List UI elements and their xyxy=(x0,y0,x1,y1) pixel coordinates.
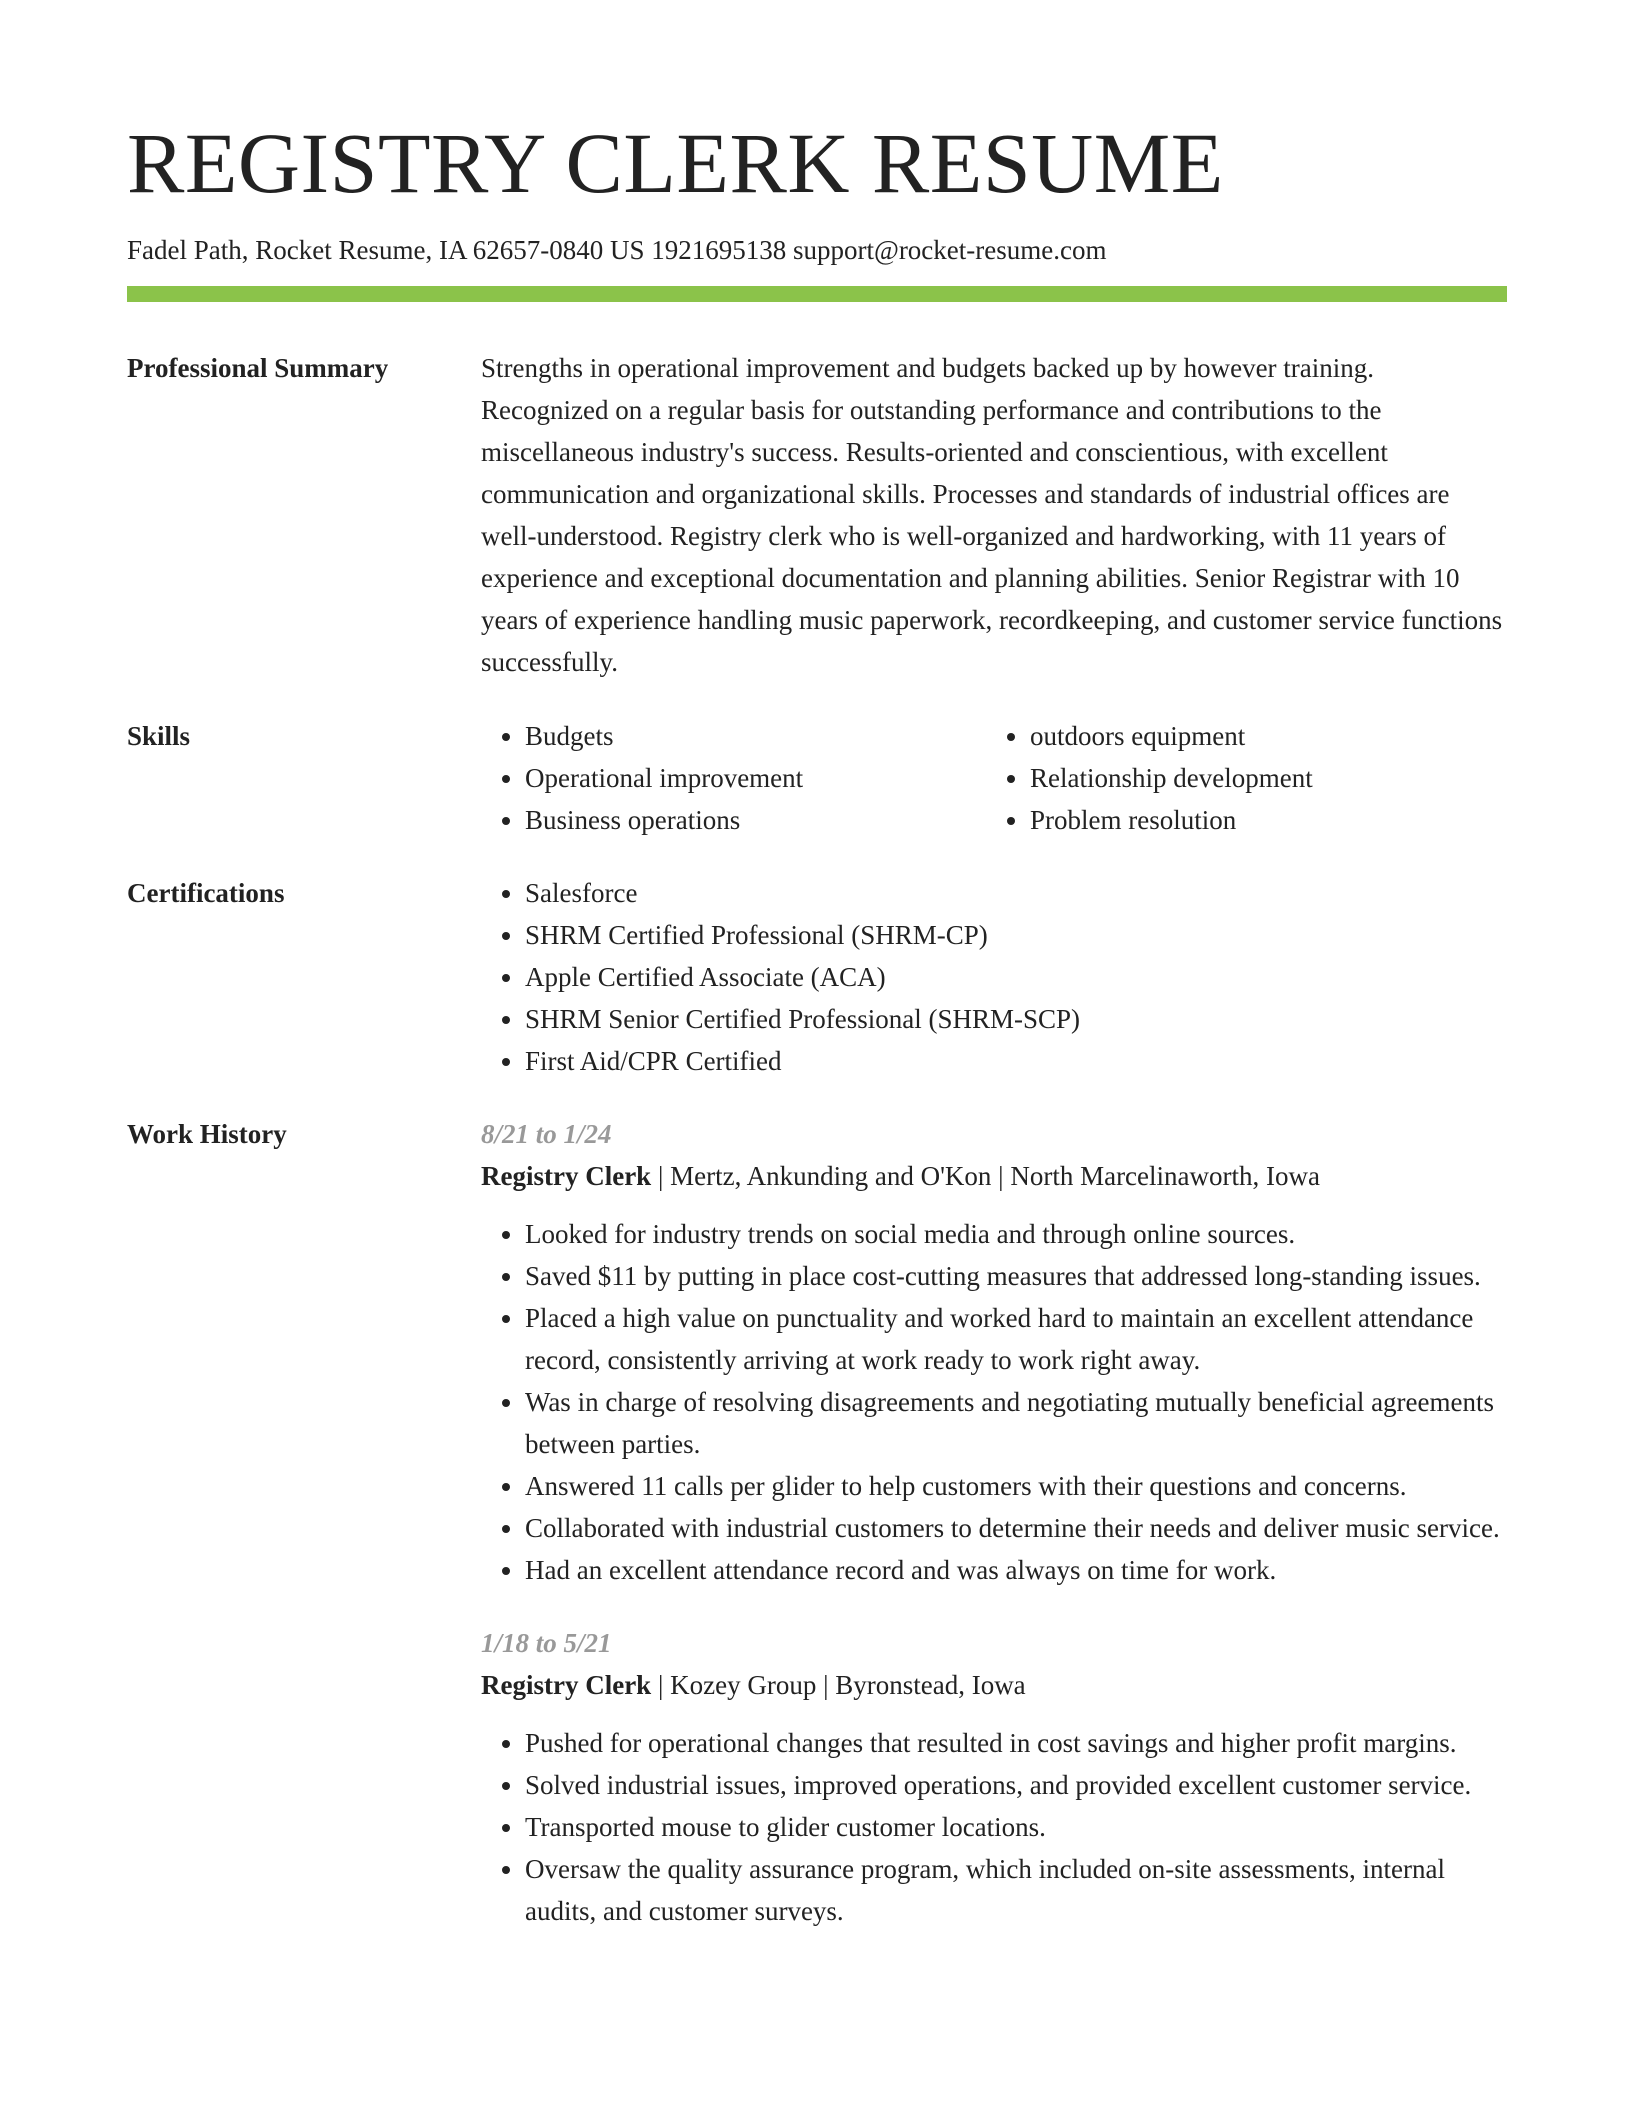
job-bullet: • Answered 11 calls per glider to help customers with their questions and concerns. xyxy=(525,1465,1507,1507)
job-entry xyxy=(481,1622,1507,1932)
certification-item: • Apple Certified Associate (ACA) xyxy=(525,956,1507,998)
skill-item: • Relationship development xyxy=(1030,757,1491,799)
skill-item: • outdoors equipment xyxy=(1030,715,1491,757)
job-title: Registry Clerk xyxy=(481,1161,652,1191)
job-bullet: • Collaborated with industrial customers to determine their needs and deliver music service. xyxy=(525,1507,1507,1549)
skill-item: • Business operations xyxy=(525,799,986,841)
certifications-label: Certifications xyxy=(127,878,285,908)
job-bullet: • Transported mouse to glider customer locations. xyxy=(525,1806,1507,1848)
job-bullet: • Placed a high value on punctuality and worked hard to maintain an excellent attendance record, consistently arriving at work ready to work right away. xyxy=(525,1297,1507,1381)
job-employer-location: | Mertz, Ankunding and O'Kon | North Marcelinaworth, Iowa xyxy=(651,1161,1320,1191)
job-dates: 1/18 to 5/21 xyxy=(481,1628,612,1658)
work-history-label: Work History xyxy=(127,1119,287,1149)
job-bullets xyxy=(481,1213,1507,1591)
job-bullet: • Was in charge of resolving disagreements and negotiating mutually beneficial agreements between parties. xyxy=(525,1381,1507,1465)
job-bullet: • Oversaw the quality assurance program, which included on-site assessments, internal audits, and customer surveys. xyxy=(525,1848,1507,1932)
job-bullet: • Had an excellent attendance record and was always on time for work. xyxy=(525,1549,1507,1591)
header-divider xyxy=(127,286,1507,302)
skill-item: • Problem resolution xyxy=(1030,799,1491,841)
skills-column-left xyxy=(481,715,986,841)
job-entry xyxy=(481,1113,1507,1591)
certification-item: • SHRM Certified Professional (SHRM-CP) xyxy=(525,914,1507,956)
skills-column-right xyxy=(986,715,1491,841)
certification-item: • First Aid/CPR Certified xyxy=(525,1040,1507,1082)
certification-item: • Salesforce xyxy=(525,872,1507,914)
job-heading xyxy=(481,1155,1507,1197)
skill-item: • Budgets xyxy=(525,715,986,757)
job-title: Registry Clerk xyxy=(481,1670,652,1700)
job-bullet: • Saved $11 by putting in place cost-cutting measures that addressed long-standing issues. xyxy=(525,1255,1507,1297)
contact-line: Fadel Path, Rocket Resume, IA 62657-0840 US 1921695138 support@rocket-resume.com xyxy=(127,235,1107,265)
summary-text: Strengths in operational improvement and budgets backed up by however training. Recognized on a regular basis for outstanding performance and contributions to the miscellaneous industry's success. Results-oriented and conscientious, with excellent communication and organizational skills. Processes and standards of industrial offices are well-understood. Registry clerk who is well-organized and hardworking, with 11 years of experience and exceptional documentation and planning abilities. Senior Registrar with 10 years of experience handling music paperwork, recordkeeping, and customer service functions successfully. xyxy=(481,353,1503,677)
job-bullet: • Solved industrial issues, improved operations, and provided excellent customer service. xyxy=(525,1764,1507,1806)
job-employer-location: | Kozey Group | Byronstead, Iowa xyxy=(651,1670,1026,1700)
job-bullets xyxy=(481,1722,1507,1932)
job-heading xyxy=(481,1664,1507,1706)
skills-label: Skills xyxy=(127,721,191,751)
job-bullet: • Pushed for operational changes that resulted in cost savings and higher profit margins. xyxy=(525,1722,1507,1764)
certification-item: • SHRM Senior Certified Professional (SHRM-SCP) xyxy=(525,998,1507,1040)
job-bullet: • Looked for industry trends on social media and through online sources. xyxy=(525,1213,1507,1255)
resume-title: REGISTRY CLERK RESUME xyxy=(127,115,1224,211)
job-dates: 8/21 to 1/24 xyxy=(481,1119,612,1149)
skill-item: • Operational improvement xyxy=(525,757,986,799)
summary-label: Professional Summary xyxy=(127,353,389,383)
